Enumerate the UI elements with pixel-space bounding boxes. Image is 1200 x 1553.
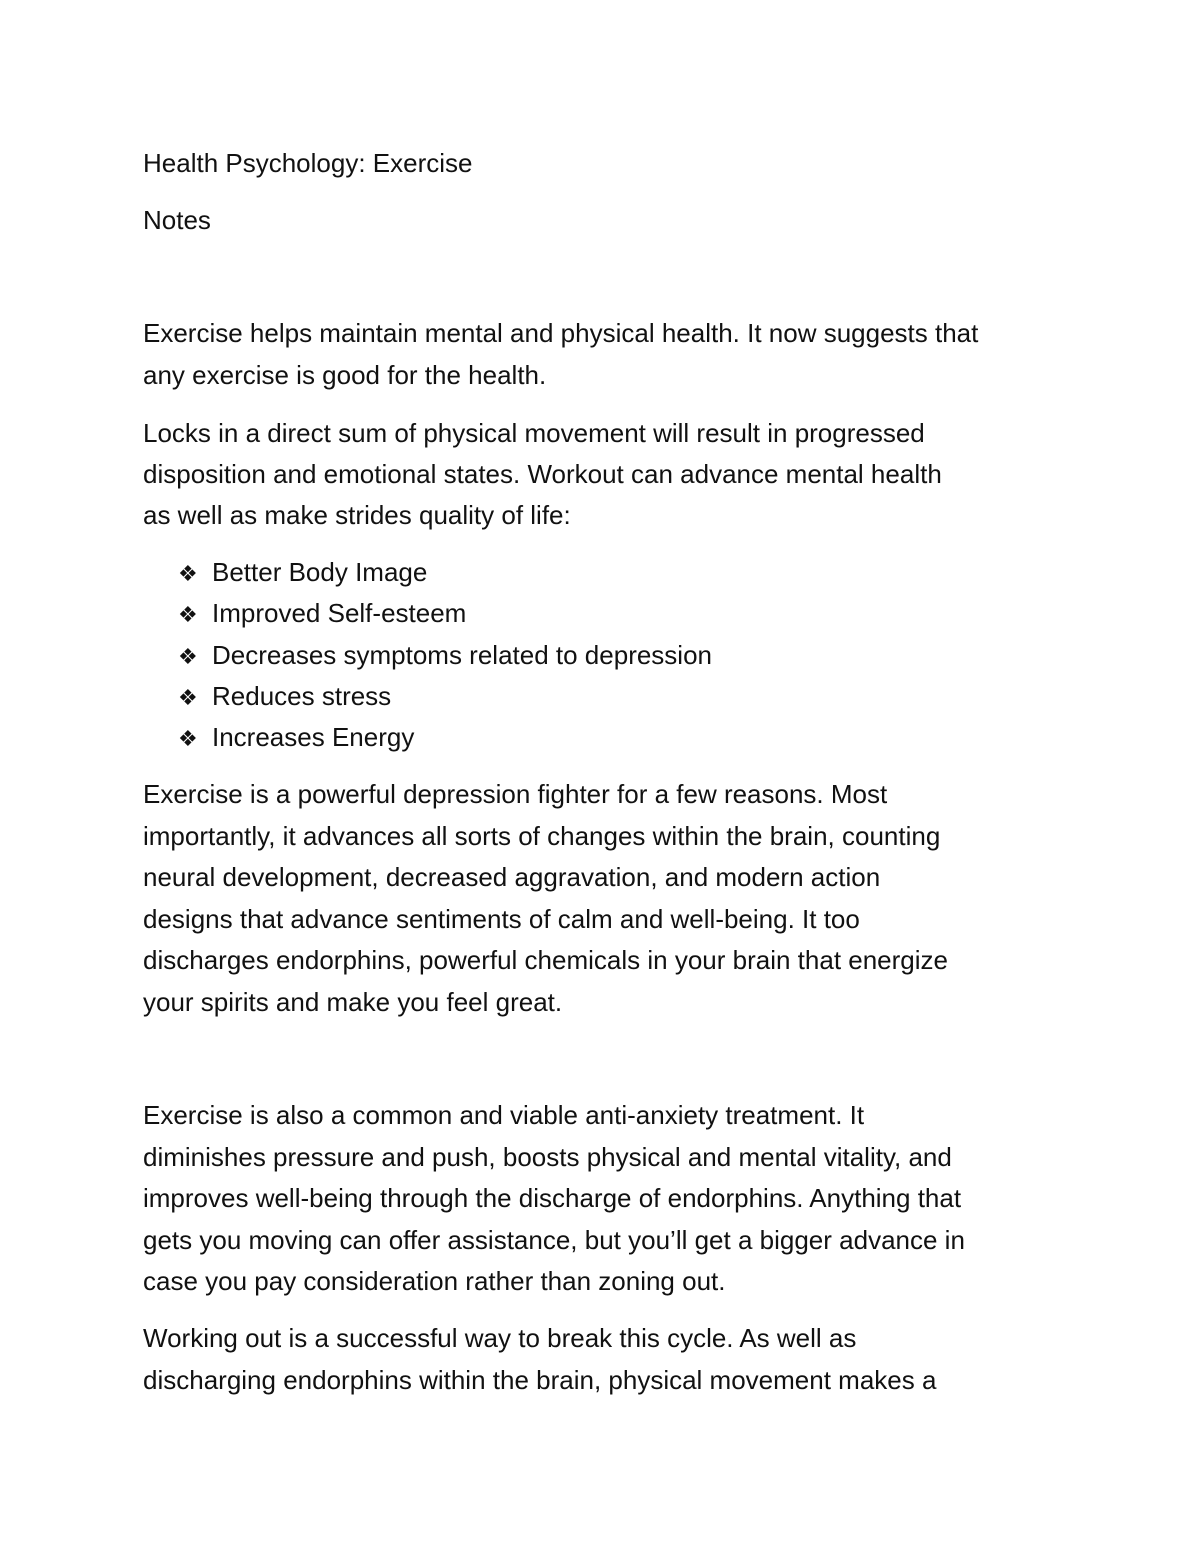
paragraph-2-line-3: as well as make strides quality of life:	[143, 500, 571, 530]
paragraph-4-line-4: gets you moving can offer assistance, but you’ll get a bigger advance in	[143, 1225, 965, 1255]
paragraph-3-line-1: Exercise is a powerful depression fighter for a few reasons. Most	[143, 779, 888, 809]
paragraph-2-line-1: Locks in a direct sum of physical movement will result in progressed	[143, 418, 925, 448]
paragraph-3-line-6: your spirits and make you feel great.	[143, 987, 563, 1017]
paragraph-1-line-1: Exercise helps maintain mental and physical health. It now suggests that	[143, 318, 979, 348]
bullet-text: Increases Energy	[212, 722, 415, 752]
paragraph-1-line-2: any exercise is good for the health.	[143, 360, 547, 390]
paragraph-3-line-2: importantly, it advances all sorts of changes within the brain, counting	[143, 821, 941, 851]
paragraph-3-line-5: discharges endorphins, powerful chemicals in your brain that energize	[143, 945, 948, 975]
paragraph-4-line-5: case you pay consideration rather than zoning out.	[143, 1266, 726, 1296]
bullet-text: Reduces stress	[212, 681, 392, 711]
bullet-text: Better Body Image	[212, 557, 428, 587]
document-subtitle: Notes	[143, 205, 211, 235]
paragraph-2-line-2: disposition and emotional states. Workout can advance mental health	[143, 459, 942, 489]
four-diamond-bullet-icon: ❖	[178, 644, 198, 669]
bullet-item	[178, 557, 427, 589]
paragraph-3-line-3: neural development, decreased aggravation, and modern action	[143, 862, 881, 892]
document-title: Health Psychology: Exercise	[143, 148, 473, 178]
paragraph-4-line-3: improves well-being through the discharge of endorphins. Anything that	[143, 1183, 962, 1213]
bullet-item	[178, 598, 466, 630]
bullet-item	[178, 681, 391, 713]
paragraph-4-line-1: Exercise is also a common and viable anti-anxiety treatment. It	[143, 1100, 865, 1130]
bullet-item	[178, 722, 414, 754]
bullet-text: Improved Self-esteem	[212, 598, 467, 628]
bullet-item	[178, 640, 712, 672]
paragraph-5-line-1: Working out is a successful way to break this cycle. As well as	[143, 1323, 857, 1353]
four-diamond-bullet-icon: ❖	[178, 602, 198, 627]
paragraph-4-line-2: diminishes pressure and push, boosts physical and mental vitality, and	[143, 1142, 952, 1172]
bullet-text: Decreases symptoms related to depression	[212, 640, 713, 670]
paragraph-3-line-4: designs that advance sentiments of calm and well-being. It too	[143, 904, 860, 934]
four-diamond-bullet-icon: ❖	[178, 561, 198, 586]
four-diamond-bullet-icon: ❖	[178, 726, 198, 751]
paragraph-5-line-2: discharging endorphins within the brain, physical movement makes a	[143, 1365, 937, 1395]
four-diamond-bullet-icon: ❖	[178, 685, 198, 710]
